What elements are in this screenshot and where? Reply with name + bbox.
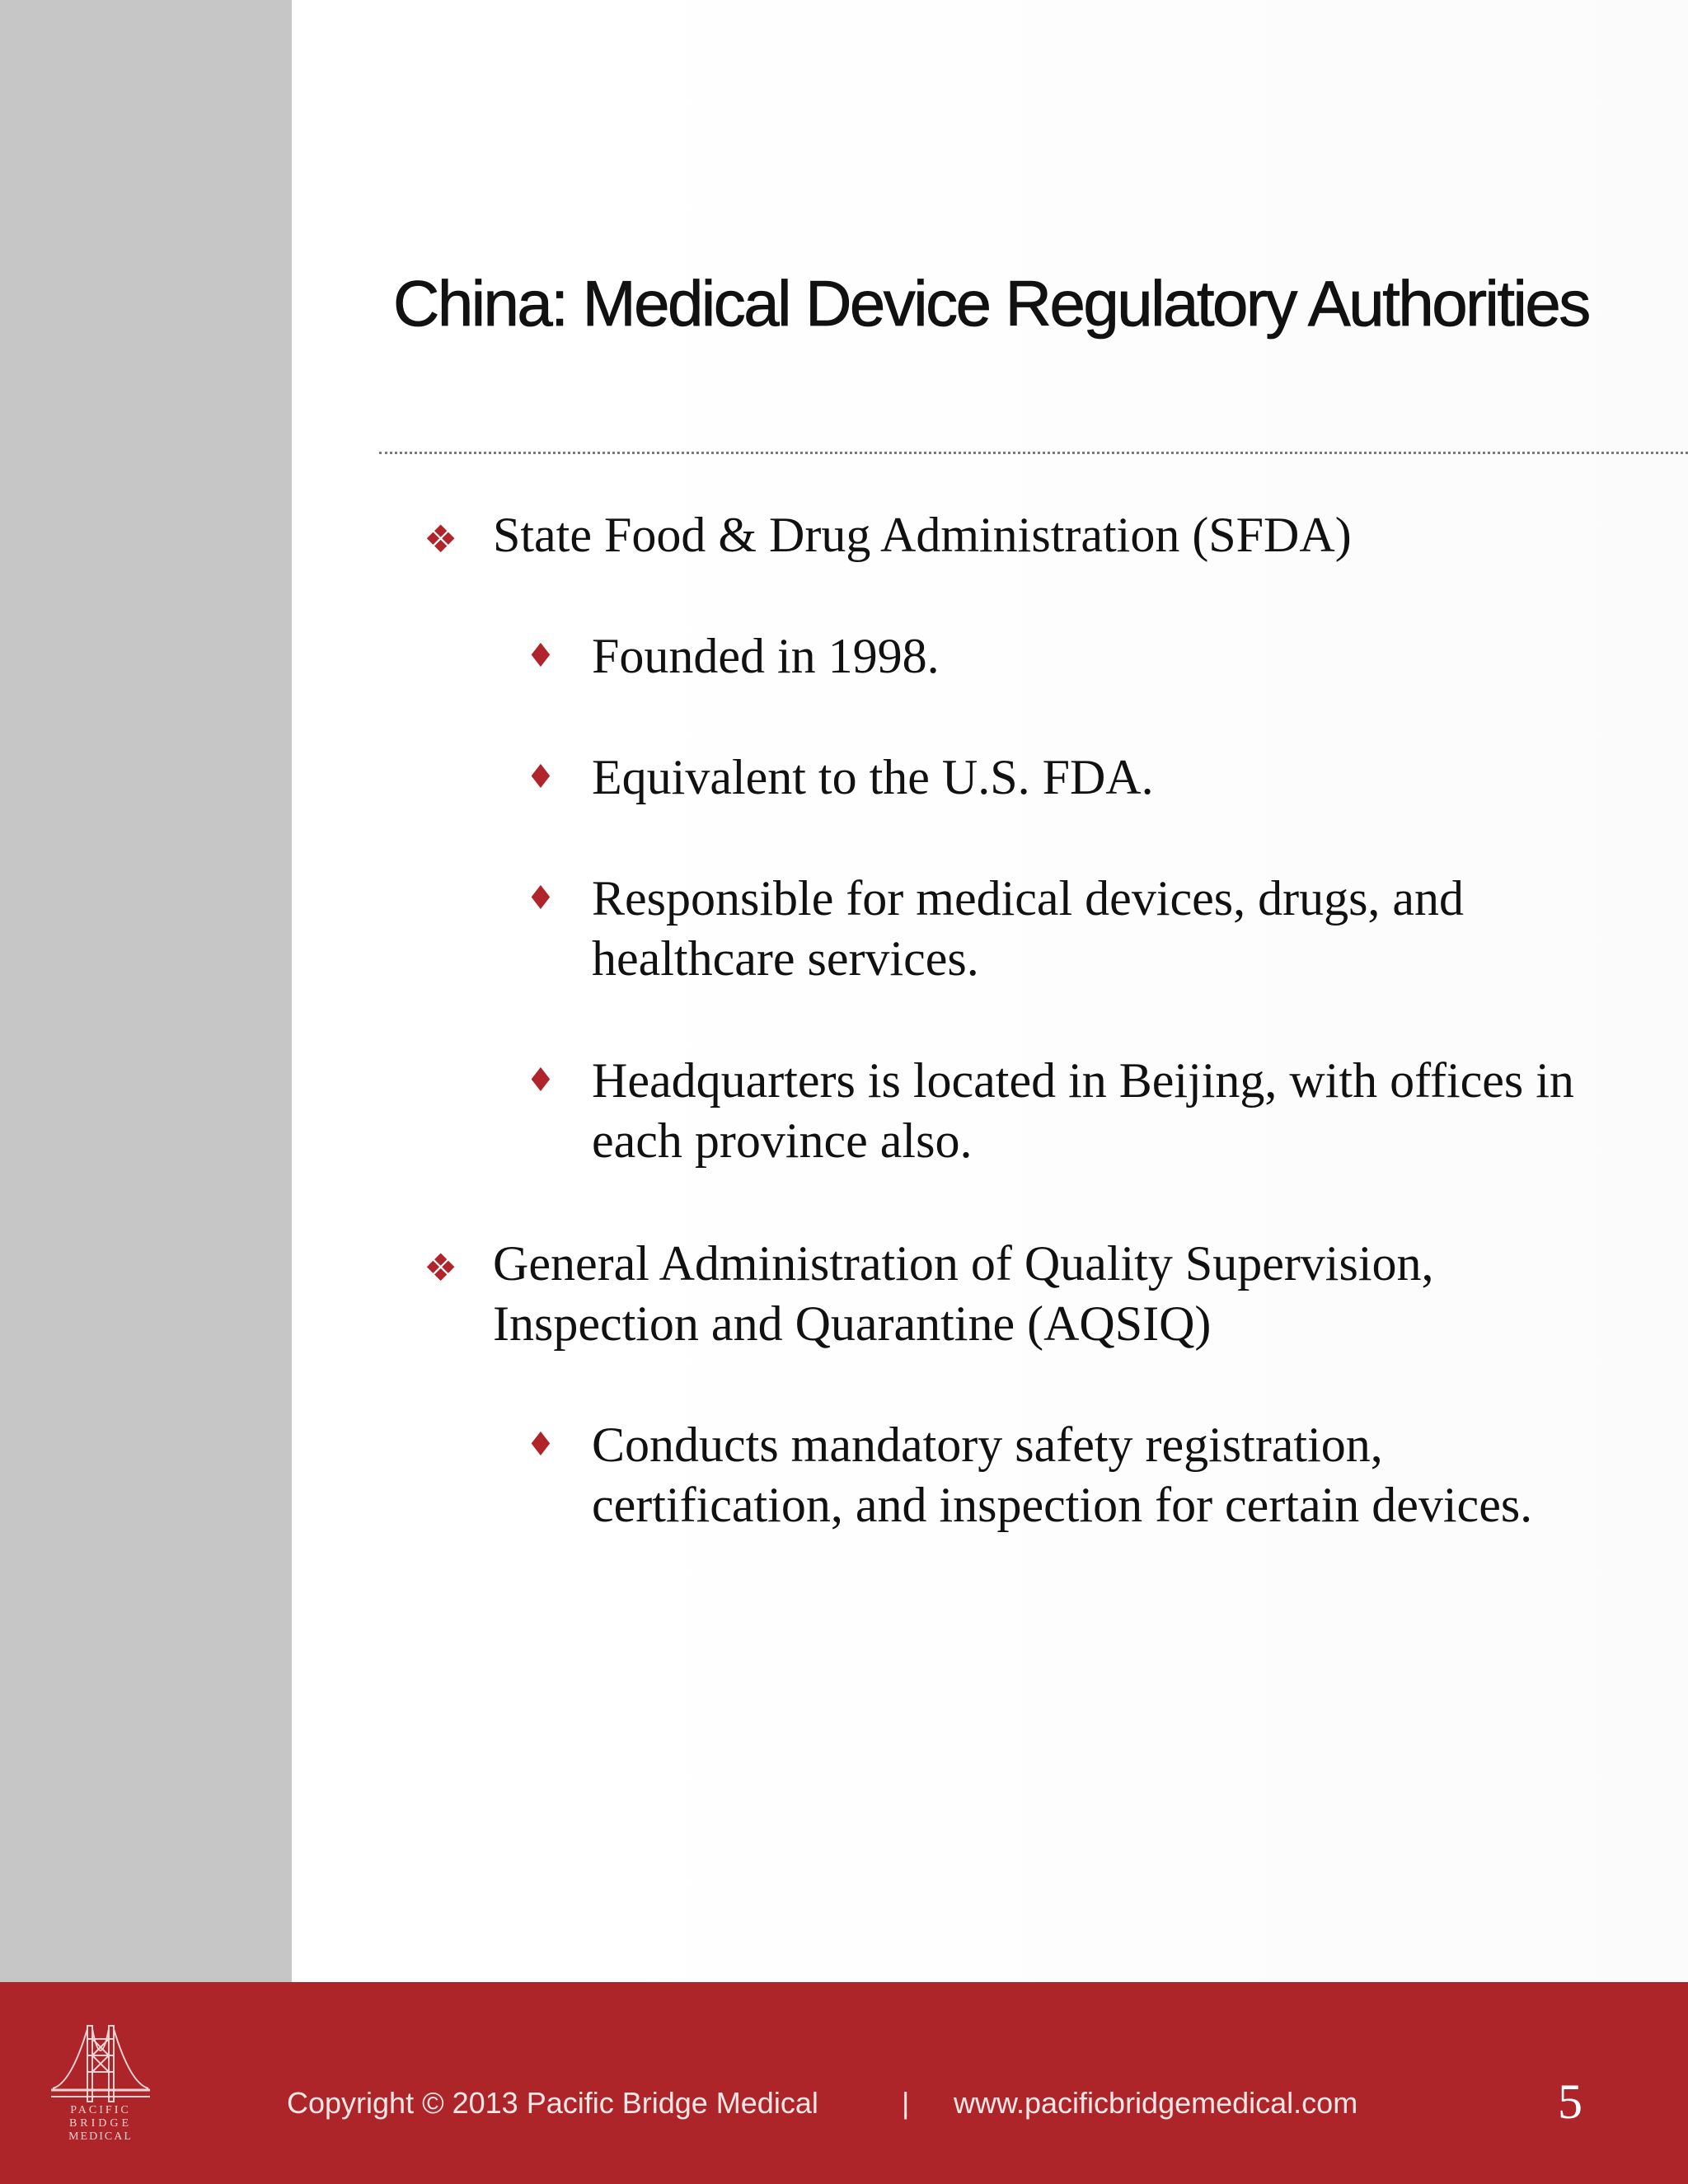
slide-title: China: Medical Device Regulatory Authorities — [393, 267, 1589, 340]
diamond-bullet-icon: ♦ — [526, 1426, 556, 1464]
footer-separator: | — [902, 2086, 910, 2120]
svg-text:BRIDGE: BRIDGE — [68, 2117, 133, 2130]
footer-copyright: Copyright © 2013 Pacific Bridge Medical — [287, 2086, 818, 2120]
bullet-item-aqsiq: General Administration of Quality Supervision, Inspection and Quarantine (AQSIQ) — [493, 1236, 1434, 1351]
diamond-bullet-icon: ♦ — [526, 758, 556, 796]
diamond-bullet-icon: ♦ — [526, 1062, 556, 1099]
diamond-bullet-icon: ♦ — [526, 637, 556, 675]
svg-text:MEDICAL: MEDICAL — [68, 2130, 133, 2143]
sub-bullet-equivalent: Equivalent to the U.S. FDA. — [592, 750, 1154, 804]
footer-bar — [0, 1982, 1688, 2184]
golden-gate-bridge-icon — [51, 2022, 150, 2146]
svg-text:PACIFIC: PACIFIC — [70, 2104, 131, 2116]
diamond-cluster-icon: ❖ — [424, 517, 458, 561]
page-number: 5 — [1558, 2074, 1582, 2129]
sub-bullet-conducts: Conducts mandatory safety registration, certification, and inspection for certain devices. — [592, 1418, 1533, 1532]
diamond-cluster-icon: ❖ — [424, 1245, 458, 1290]
sub-bullet-founded: Founded in 1998. — [592, 629, 940, 683]
sub-bullet-responsible: Responsible for medical devices, drugs, and healthcare services. — [592, 871, 1465, 986]
sub-bullet-headquarters: Headquarters is located in Beijing, with offices in each province also. — [592, 1053, 1574, 1168]
diamond-bullet-icon: ♦ — [526, 879, 556, 917]
footer-website-link[interactable]: www.pacificbridgemedical.com — [954, 2086, 1358, 2120]
bullet-item-sfda: State Food & Drug Administration (SFDA) — [493, 508, 1352, 562]
